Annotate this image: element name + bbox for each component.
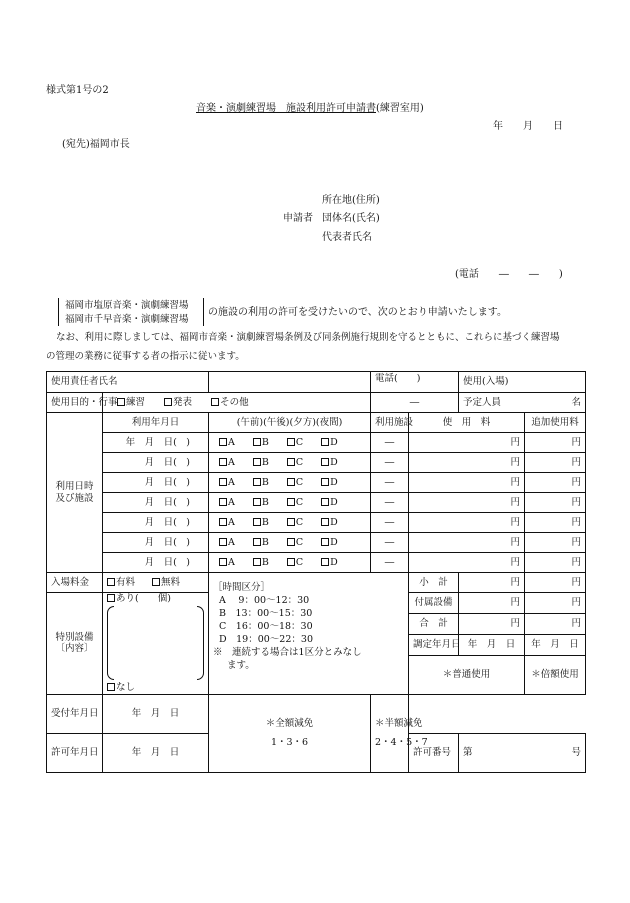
entry-label: 使用(入場) (459, 372, 586, 393)
usage-date[interactable]: 月 日( ) (103, 473, 209, 493)
usage-facility[interactable]: ― (371, 473, 409, 493)
slot-c-checkbox[interactable] (287, 458, 295, 466)
slot-d-label: D (330, 476, 338, 488)
usage-fee[interactable]: 円 (409, 433, 525, 453)
full-exemption-label: ＊全額減免 (265, 717, 314, 729)
permit-date-label: 許可年月日 (47, 733, 103, 772)
slot-d-label: D (330, 536, 338, 548)
purpose-options (103, 393, 371, 413)
slot-b-label: B (261, 436, 269, 448)
half-exemption (371, 694, 428, 772)
assessment-date-2[interactable]: 年 月 日 (525, 634, 586, 655)
slot-b-label: B (261, 476, 269, 488)
note-mark: ※ (213, 647, 223, 658)
special-equipment-options (103, 593, 209, 695)
usage-fee[interactable]: 円 (409, 473, 525, 493)
slot-a-checkbox[interactable] (219, 538, 227, 546)
slot-b-checkbox[interactable] (253, 478, 261, 486)
received-date[interactable]: 年 月 日 (103, 694, 209, 733)
admission-options (103, 573, 209, 593)
purpose-practice-checkbox[interactable] (117, 398, 125, 406)
slot-a-label: A (228, 556, 235, 568)
usage-extra-fee[interactable]: 円 (525, 513, 586, 533)
applicant-address-label: 所在地(住所) (322, 195, 380, 206)
full-exemption-codes: 1・3・6 (270, 737, 309, 749)
addressee: (宛先)福岡市長 (62, 139, 130, 150)
slot-b-checkbox[interactable] (253, 518, 261, 526)
slot-b-checkbox[interactable] (253, 538, 261, 546)
slot-b-checkbox[interactable] (253, 558, 261, 566)
usage-facility[interactable]: ― (371, 533, 409, 553)
facility-shiobara: 福岡市塩原音楽・演劇練習場 (65, 300, 189, 311)
special-equipment-label: 特別設備〔内容〕 (47, 593, 103, 695)
equipment-fee[interactable]: 円 (459, 593, 525, 614)
slot-c-label: C (295, 556, 304, 568)
header-date: 利用年月日 (103, 413, 209, 433)
double-use: ＊倍額使用 (525, 655, 586, 694)
admission-free-checkbox[interactable] (152, 578, 160, 586)
permit-number-prefix: 第 (463, 747, 473, 759)
time-slot-d: D 19：00～22：30 (219, 634, 313, 645)
slot-b-checkbox[interactable] (253, 458, 261, 466)
slot-d-checkbox[interactable] (321, 518, 329, 526)
manager-name-label: 使用責任者氏名 (47, 372, 209, 393)
purpose-practice-label: 練習 (126, 396, 146, 408)
total-extra-fee[interactable]: 円 (525, 613, 586, 634)
slot-c-label: C (295, 536, 304, 548)
slot-c-checkbox[interactable] (287, 498, 295, 506)
usage-fee[interactable]: 円 (409, 513, 525, 533)
slot-d-checkbox[interactable] (321, 538, 329, 546)
usage-label: 利用日時及び施設 (47, 413, 103, 573)
usage-row (47, 433, 586, 453)
slot-c-checkbox[interactable] (287, 518, 295, 526)
applicant-rep-label: 代表者氏名 (322, 232, 372, 243)
usage-date[interactable]: 月 日( ) (103, 493, 209, 513)
time-slot-b: B 13：00～15：30 (219, 608, 313, 619)
slot-c-label: C (295, 456, 304, 468)
usage-row (47, 493, 586, 513)
slot-c-checkbox[interactable] (287, 478, 295, 486)
phone-label: 電話( ) (371, 372, 459, 393)
slot-d-checkbox[interactable] (321, 438, 329, 446)
special-yes-label: あり( 個) (116, 593, 171, 604)
permit-number-suffix: 号 (571, 747, 582, 759)
time-slot-info (209, 573, 409, 695)
slot-a-checkbox[interactable] (219, 478, 227, 486)
slot-d-checkbox[interactable] (321, 498, 329, 506)
time-slot-note: ※ 連続する場合は1区分とみなします。 (213, 647, 362, 671)
slot-a-checkbox[interactable] (219, 498, 227, 506)
slot-a-checkbox[interactable] (219, 558, 227, 566)
usage-slots (209, 433, 371, 453)
purpose-label: 使用目的・行事 (47, 393, 103, 413)
slot-b-label: B (261, 456, 269, 468)
usage-facility[interactable]: ― (371, 513, 409, 533)
equipment-extra-fee[interactable]: 円 (525, 593, 586, 614)
usage-date[interactable]: 年 月 日( ) (103, 433, 209, 453)
intro-line-3: の管理の業務に従事する者の指示に従います。 (46, 351, 245, 362)
special-yes-checkbox[interactable] (107, 594, 115, 602)
header-fee: 使 用 料 (409, 413, 525, 433)
time-slot-c: C 16：00～18：30 (219, 621, 313, 632)
usage-extra-fee[interactable]: 円 (525, 493, 586, 513)
usage-row (47, 533, 586, 553)
assessment-date-1[interactable]: 年 月 日 (459, 634, 525, 655)
usage-extra-fee[interactable]: 円 (525, 453, 586, 473)
admission-label: 入場料金 (47, 573, 103, 593)
usage-slots (209, 473, 371, 493)
slot-b-label: B (261, 516, 269, 528)
slot-a-label: A (228, 516, 235, 528)
subtotal-fee[interactable]: 円 (459, 573, 525, 593)
slot-b-label: B (261, 556, 269, 568)
half-exemption-codes: 2・4・5・7 (375, 737, 428, 749)
assessment-date-label: 調定年月日 (409, 634, 459, 655)
usage-row (47, 553, 586, 573)
manager-name-field[interactable] (209, 372, 371, 393)
total-fee[interactable]: 円 (459, 613, 525, 634)
usage-slots (209, 553, 371, 573)
slot-a-label: A (228, 436, 235, 448)
expected-people-label: 予定人員 (463, 396, 502, 408)
slot-c-label: C (295, 496, 304, 508)
usage-row (47, 473, 586, 493)
received-date-label: 受付年月日 (47, 694, 103, 733)
purpose-performance-label: 発表 (173, 396, 193, 408)
slot-c-checkbox[interactable] (287, 538, 295, 546)
slot-c-label: C (295, 516, 304, 528)
special-no-label: なし (116, 682, 136, 694)
expected-people-unit: 名 (571, 396, 582, 408)
slot-c-checkbox[interactable] (287, 438, 295, 446)
time-slot-title: ［時間区分］ (213, 582, 271, 593)
usage-date[interactable]: 月 日( ) (103, 453, 209, 473)
usage-extra-fee[interactable]: 円 (525, 473, 586, 493)
purpose-other-checkbox[interactable] (211, 398, 219, 406)
expected-people[interactable] (459, 393, 586, 413)
usage-slots (209, 453, 371, 473)
slot-a-checkbox[interactable] (219, 518, 227, 526)
slot-d-label: D (330, 436, 338, 448)
slot-a-label: A (228, 536, 235, 548)
usage-facility[interactable]: ― (371, 553, 409, 573)
slot-c-label: C (295, 436, 304, 448)
slot-b-checkbox[interactable] (253, 498, 261, 506)
subtotal-extra-fee[interactable]: 円 (525, 573, 586, 593)
usage-fee[interactable]: 円 (409, 533, 525, 553)
permit-number-field[interactable] (459, 733, 586, 772)
slot-d-checkbox[interactable] (321, 458, 329, 466)
purpose-other-label: その他 (220, 396, 249, 408)
application-table (46, 371, 586, 773)
header-facility: 利用施設 (371, 413, 409, 433)
admission-paid-label: 有料 (116, 576, 136, 588)
half-exemption-label: ＊半額減免 (375, 717, 423, 729)
slot-d-label: D (330, 516, 338, 528)
usage-slots (209, 493, 371, 513)
slot-a-label: A (228, 496, 235, 508)
purpose-performance-checkbox[interactable] (164, 398, 172, 406)
usage-facility[interactable]: ― (371, 433, 409, 453)
slot-b-label: B (261, 496, 269, 508)
slot-b-label: B (261, 536, 269, 548)
special-content-field[interactable] (107, 606, 204, 680)
subtotal-label: 小 計 (409, 573, 459, 593)
permit-date[interactable]: 年 月 日 (103, 733, 209, 772)
usage-row (47, 453, 586, 473)
usage-date[interactable]: 月 日( ) (103, 513, 209, 533)
usage-fee[interactable]: 円 (409, 453, 525, 473)
slot-a-checkbox[interactable] (219, 438, 227, 446)
header-extra-fee: 追加使用料 (525, 413, 586, 433)
usage-extra-fee[interactable]: 円 (525, 553, 586, 573)
normal-use: ＊普通使用 (409, 655, 525, 694)
intro-line-2: なお、利用に際しましては、福岡市音楽・演劇練習場条例及び同条例施行規則を守るとともに、これらに基づく練習場 (56, 332, 560, 343)
slot-d-checkbox[interactable] (321, 558, 329, 566)
phone-field[interactable]: ― (371, 393, 459, 413)
usage-extra-fee[interactable]: 円 (525, 433, 586, 453)
equipment-fee-label: 付属設備 (409, 593, 459, 614)
header-slots: (午前)(午後)(夕方)(夜間) (209, 413, 371, 433)
slot-d-checkbox[interactable] (321, 478, 329, 486)
slot-d-label: D (330, 456, 338, 468)
usage-extra-fee[interactable]: 円 (525, 533, 586, 553)
special-no-checkbox[interactable] (107, 683, 115, 691)
usage-fee[interactable]: 円 (409, 493, 525, 513)
usage-facility[interactable]: ― (371, 453, 409, 473)
applicant-org-label: 団体名(氏名) (322, 213, 380, 224)
form-title-suffix: (練習室用) (376, 103, 424, 114)
admission-paid-checkbox[interactable] (107, 578, 115, 586)
usage-slots (209, 533, 371, 553)
slot-c-checkbox[interactable] (287, 558, 295, 566)
form-title-main: 音楽・演劇練習場 施設利用許可申請書 (196, 103, 376, 114)
applicant-label: 申請者 (283, 213, 313, 224)
total-label: 合 計 (409, 613, 459, 634)
slot-a-label: A (228, 456, 235, 468)
usage-fee[interactable]: 円 (409, 553, 525, 573)
facility-chihaya: 福岡市千早音楽・演劇練習場 (65, 314, 189, 325)
slot-b-checkbox[interactable] (253, 438, 261, 446)
usage-facility[interactable]: ― (371, 493, 409, 513)
submission-date: 年 月 日 (493, 121, 563, 132)
slot-a-label: A (228, 476, 235, 488)
form-number: 様式第1号の2 (46, 85, 109, 96)
slot-a-checkbox[interactable] (219, 458, 227, 466)
admission-free-label: 無料 (161, 576, 181, 588)
permit-number-label: 許可番号 (409, 733, 459, 772)
applicant-phone: (電話 ― ― ) (455, 269, 563, 280)
slot-d-label: D (330, 496, 338, 508)
slot-d-label: D (330, 556, 338, 568)
usage-slots (209, 513, 371, 533)
usage-row (47, 513, 586, 533)
usage-date[interactable]: 月 日( ) (103, 533, 209, 553)
time-slot-a: A 9：00～12：30 (219, 595, 310, 606)
form-title (196, 104, 424, 114)
full-exemption (209, 694, 371, 772)
usage-date[interactable]: 月 日( ) (103, 553, 209, 573)
slot-c-label: C (295, 476, 304, 488)
intro-line-1: の施設の利用の許可を受けたいので、次のとおり申請いたします。 (208, 307, 507, 318)
